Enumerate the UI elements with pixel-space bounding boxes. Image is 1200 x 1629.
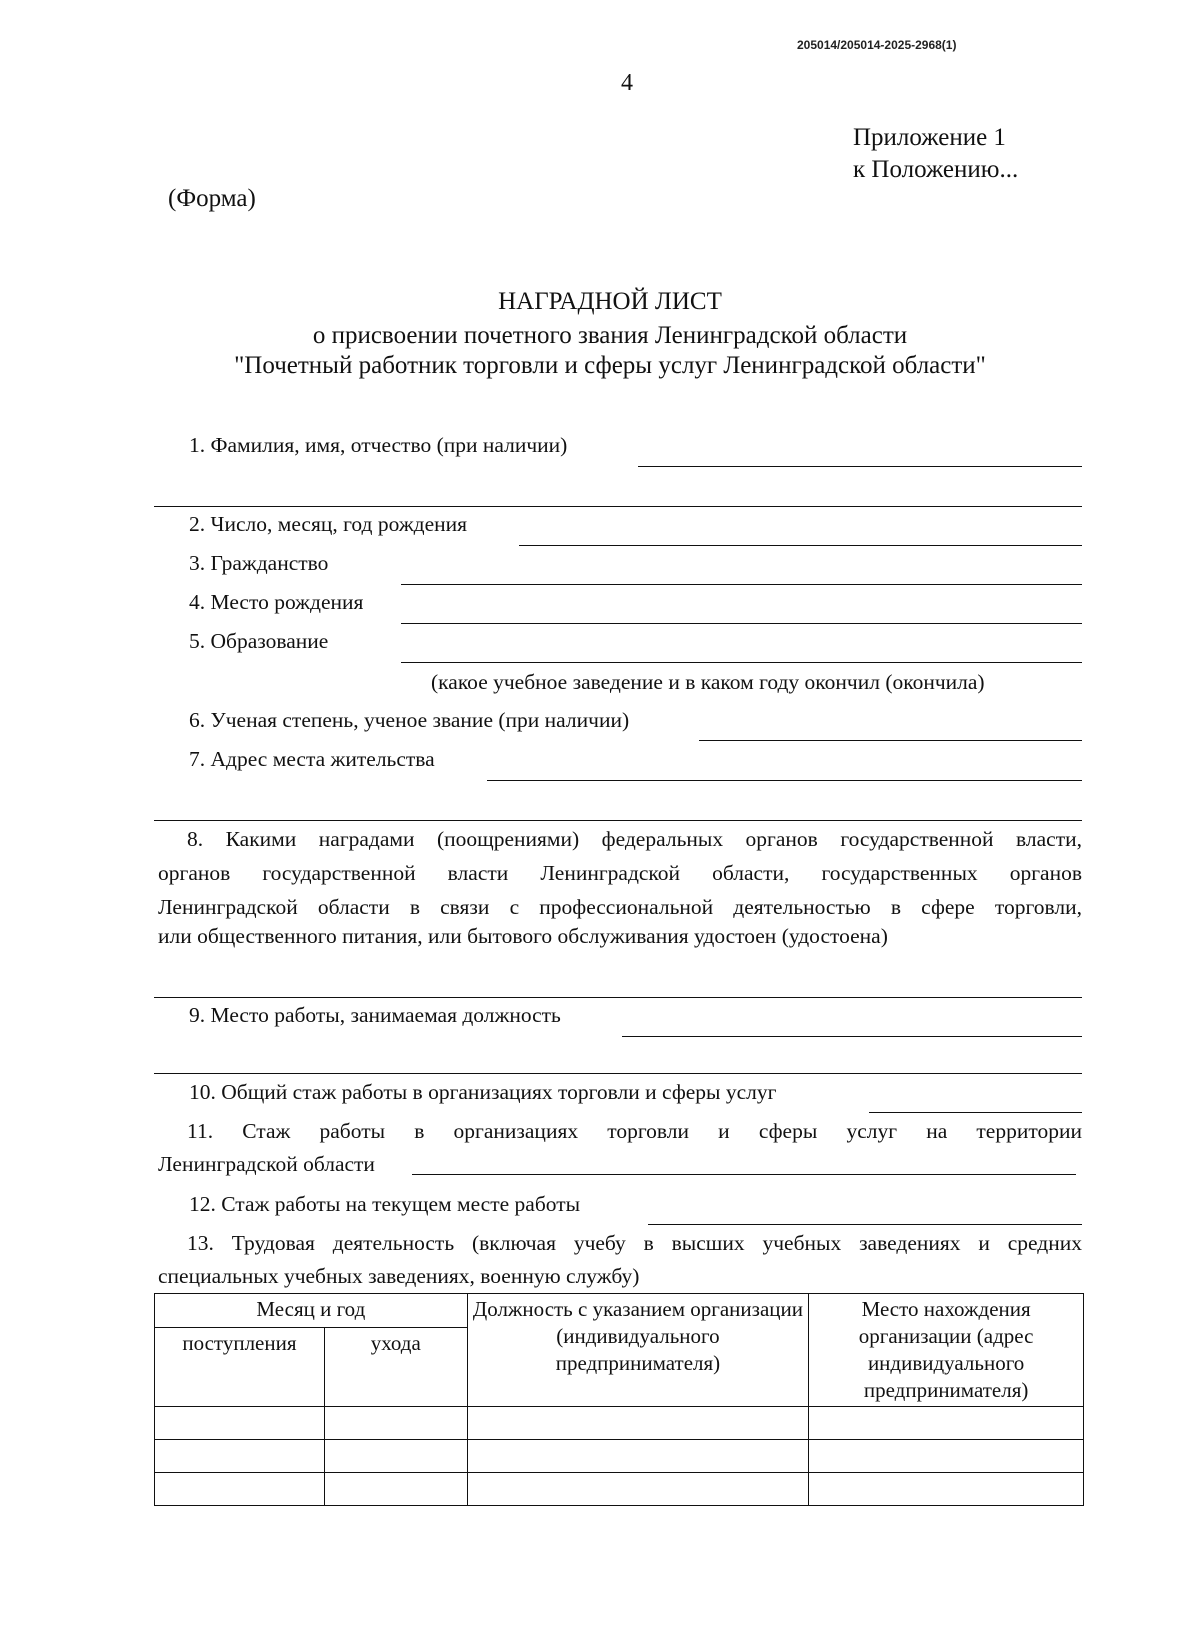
field-6-label: 6. Ученая степень, ученое звание (при наличии) <box>189 708 630 732</box>
field-2-line[interactable] <box>519 545 1082 546</box>
field-3-line[interactable] <box>401 584 1082 585</box>
cell-position[interactable] <box>467 1473 809 1506</box>
field-7-line[interactable] <box>487 780 1082 781</box>
table-row <box>155 1440 1084 1473</box>
field-8-line-1: 8. Какими наградами (поощрениями) федеральных органов государственной власти, <box>187 827 1082 851</box>
field-10-line[interactable] <box>869 1112 1082 1113</box>
cell-location[interactable] <box>809 1473 1084 1506</box>
document-subtitle-title: "Почетный работник торговли и сферы услуг Ленинградской области" <box>234 352 986 379</box>
cell-end[interactable] <box>324 1440 467 1473</box>
field-12-line[interactable] <box>648 1224 1082 1225</box>
appendix-note <box>853 122 1018 186</box>
cell-position[interactable] <box>467 1407 809 1440</box>
field-11-line-1: 11. Стаж работы в организациях торговли и сферы услуг на территории <box>187 1119 1082 1143</box>
field-1-label: 1. Фамилия, имя, отчество (при наличии) <box>189 433 568 457</box>
header-end: ухода <box>324 1328 467 1407</box>
field-13-question <box>158 1226 1082 1260</box>
cell-start[interactable] <box>155 1407 325 1440</box>
page-number: 4 <box>621 70 633 96</box>
field-8-line[interactable] <box>154 997 1082 998</box>
field-9-label: 9. Место работы, занимаемая должность <box>189 1003 561 1027</box>
cell-start[interactable] <box>155 1440 325 1473</box>
header-position: Должность с указанием организации (индивидуального предпринимателя) <box>467 1294 809 1407</box>
field-4-label: 4. Место рождения <box>189 590 364 614</box>
header-start: поступления <box>155 1328 325 1407</box>
cell-location[interactable] <box>809 1407 1084 1440</box>
field-5-line[interactable] <box>401 662 1082 663</box>
field-10-label: 10. Общий стаж работы в организациях торговли и сферы услуг <box>189 1080 777 1104</box>
field-13-line-2: специальных учебных заведениях, военную службу) <box>158 1264 640 1288</box>
field-8-line-4: или общественного питания, или бытового обслуживания удостоен (удостоена) <box>158 924 888 948</box>
field-11-line-2: Ленинградской области <box>158 1152 375 1176</box>
field-2-label: 2. Число, месяц, год рождения <box>189 512 468 536</box>
field-7-label: 7. Адрес места жительства <box>189 747 435 771</box>
header-location: Место нахождения организации (адрес индивидуального предпринимателя) <box>809 1294 1084 1407</box>
field-1-line-2[interactable] <box>154 506 1082 507</box>
employment-history-table <box>154 1293 1084 1506</box>
cell-location[interactable] <box>809 1440 1084 1473</box>
field-9-line-2[interactable] <box>154 1073 1082 1074</box>
field-12-label: 12. Стаж работы на текущем месте работы <box>189 1192 581 1216</box>
cell-end[interactable] <box>324 1473 467 1506</box>
cell-position[interactable] <box>467 1440 809 1473</box>
field-13-line-1: 13. Трудовая деятельность (включая учебу в высших учебных заведениях и средних <box>187 1231 1082 1255</box>
field-11-question <box>158 1114 1082 1148</box>
field-3-label: 3. Гражданство <box>189 551 329 575</box>
field-5-hint: (какое учебное заведение и в каком году окончил (окончила) <box>431 670 985 694</box>
table-row <box>155 1407 1084 1440</box>
field-8-question <box>158 822 1082 924</box>
document-title: НАГРАДНОЙ ЛИСТ <box>498 288 722 315</box>
field-8-line-2: органов государственной власти Ленинградской области, государственных органов <box>158 861 1082 885</box>
document-subtitle: о присвоении почетного звания Ленинградской области <box>312 322 908 349</box>
field-11-line[interactable] <box>412 1174 1076 1175</box>
header-month-year: Месяц и год <box>155 1294 468 1328</box>
field-6-line[interactable] <box>699 740 1082 741</box>
table-row <box>155 1473 1084 1506</box>
cell-start[interactable] <box>155 1473 325 1506</box>
appendix-line-1: Приложение 1 <box>853 124 1006 151</box>
field-5-label: 5. Образование <box>189 629 329 653</box>
field-1-line[interactable] <box>638 466 1082 467</box>
cell-end[interactable] <box>324 1407 467 1440</box>
form-label: (Форма) <box>168 185 256 212</box>
field-7-line-2[interactable] <box>154 820 1082 821</box>
registration-number: 205014/205014-2025-2968(1) <box>797 38 957 52</box>
field-9-line[interactable] <box>622 1036 1082 1037</box>
field-4-line[interactable] <box>401 623 1082 624</box>
appendix-line-2: к Положению... <box>853 156 1019 183</box>
field-8-line-3: Ленинградской области в связи с профессиональной деятельностью в сфере торговли, <box>158 895 1082 919</box>
